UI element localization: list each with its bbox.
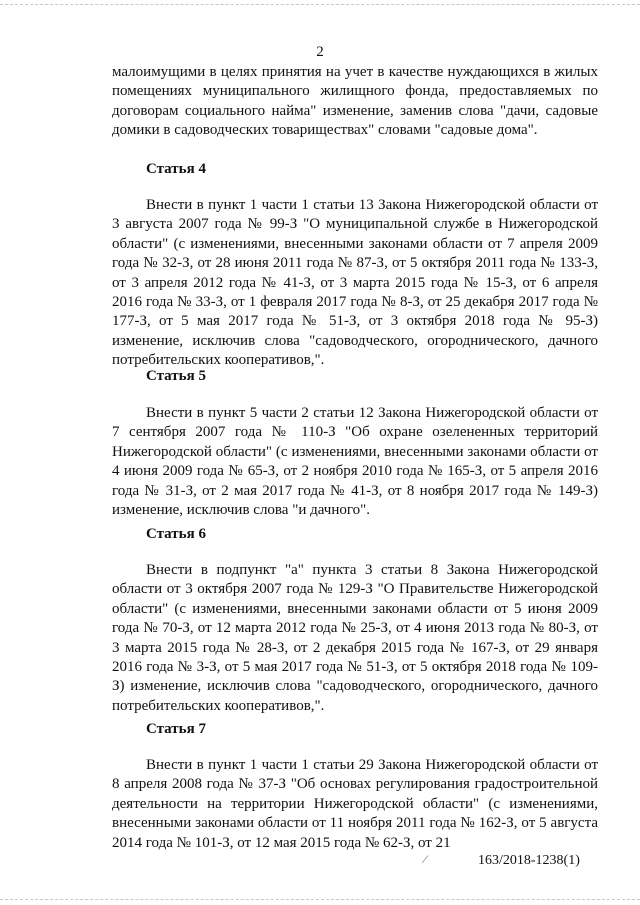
article-7-text: Внести в пункт 1 части 1 статьи 29 Закона Нижегородской области от 8 апреля 2008 года № 37-З "Об основах регулирования градостроительной деятельности на территории Нижегородской области" (с изменениями, внесенными законами области от 11 ноября 2011 года № 162-З, от 5 августа 2014 года № 101-З, от 12 мая 2015 года № 62-З, от 21 [112, 757, 598, 851]
article-6-heading: Статья 6 [146, 526, 206, 542]
article-5-heading: Статья 5 [146, 368, 206, 384]
intro-paragraph: малоимущими в целях принятия на учет в качестве нуждающихся в жилых помещениях муниципального жилищного фонда, предоставляемых по договорам социального найма" изменение, заменив слова "дачи, садовые домики в садоводческих товариществах" словами "садовые дома". [112, 64, 598, 139]
document-id: 163/2018-1238(1) [478, 853, 580, 868]
article-5-text: Внести в пункт 5 части 2 статьи 12 Закона Нижегородской области от 7 сентября 2007 года № 110-З "Об охране озелененных территорий Нижегородской области" (с изменениями, внесенными законами области от 4 июня 2009 года № 65-З, от 2 ноября 2010 года № 165-З, от 5 апреля 2016 года № 31-З, от 2 мая 2017 года № 41-З, от 8 ноября 2017 года № 149-З) изменение, исключив слова "и дачного". [112, 405, 598, 519]
pen-mark: ⁄ [424, 852, 427, 866]
article-7-heading: Статья 7 [146, 721, 206, 737]
article-4-text: Внести в пункт 1 части 1 статьи 13 Закона Нижегородской области от 3 августа 2007 года № 99-З "О муниципальной службе в Нижегородской области" (с изменениями, внесенными законами области от 7 апреля 2009 года № 32-З, от 28 июня 2011 года № 87-З, от 5 октября 2011 года № 133-З, от 3 апреля 2012 года № 41-З, от 3 марта 2015 года № 15-З, от 6 апреля 2016 года № 33-З, от 1 февраля 2017 года № 8-З, от 25 декабря 2017 года № 177-З, от 5 мая 2017 года № 51-З, от 3 октября 2018 года № 95-З) изменение, исключив слова "садоводческого, огороднического, дачного потребительских кооперативов,". [112, 197, 598, 369]
page-number: 2 [316, 44, 324, 60]
scan-edge-bottom [0, 899, 640, 900]
scan-edge-top [0, 4, 640, 5]
article-6-text: Внести в подпункт "а" пункта 3 статьи 8 Закона Нижегородской области от 3 октября 2007 года № 129-З "О Правительстве Нижегородской области" (с изменениями, внесенными законами области от 5 июня 2009 года № 70-З, от 12 марта 2012 года № 25-З, от 4 июня 2013 года № 80-З, от 3 марта 2015 года № 28-З, от 2 декабря 2015 года № 167-З, от 29 января 2016 года № 3-З, от 5 мая 2017 года № 51-З, от 5 октября 2018 года № 109-З) изменение, исключив слова "садоводческого, огороднического, дачного потребительских кооперативов,". [112, 562, 598, 714]
article-4-heading: Статья 4 [146, 161, 206, 177]
